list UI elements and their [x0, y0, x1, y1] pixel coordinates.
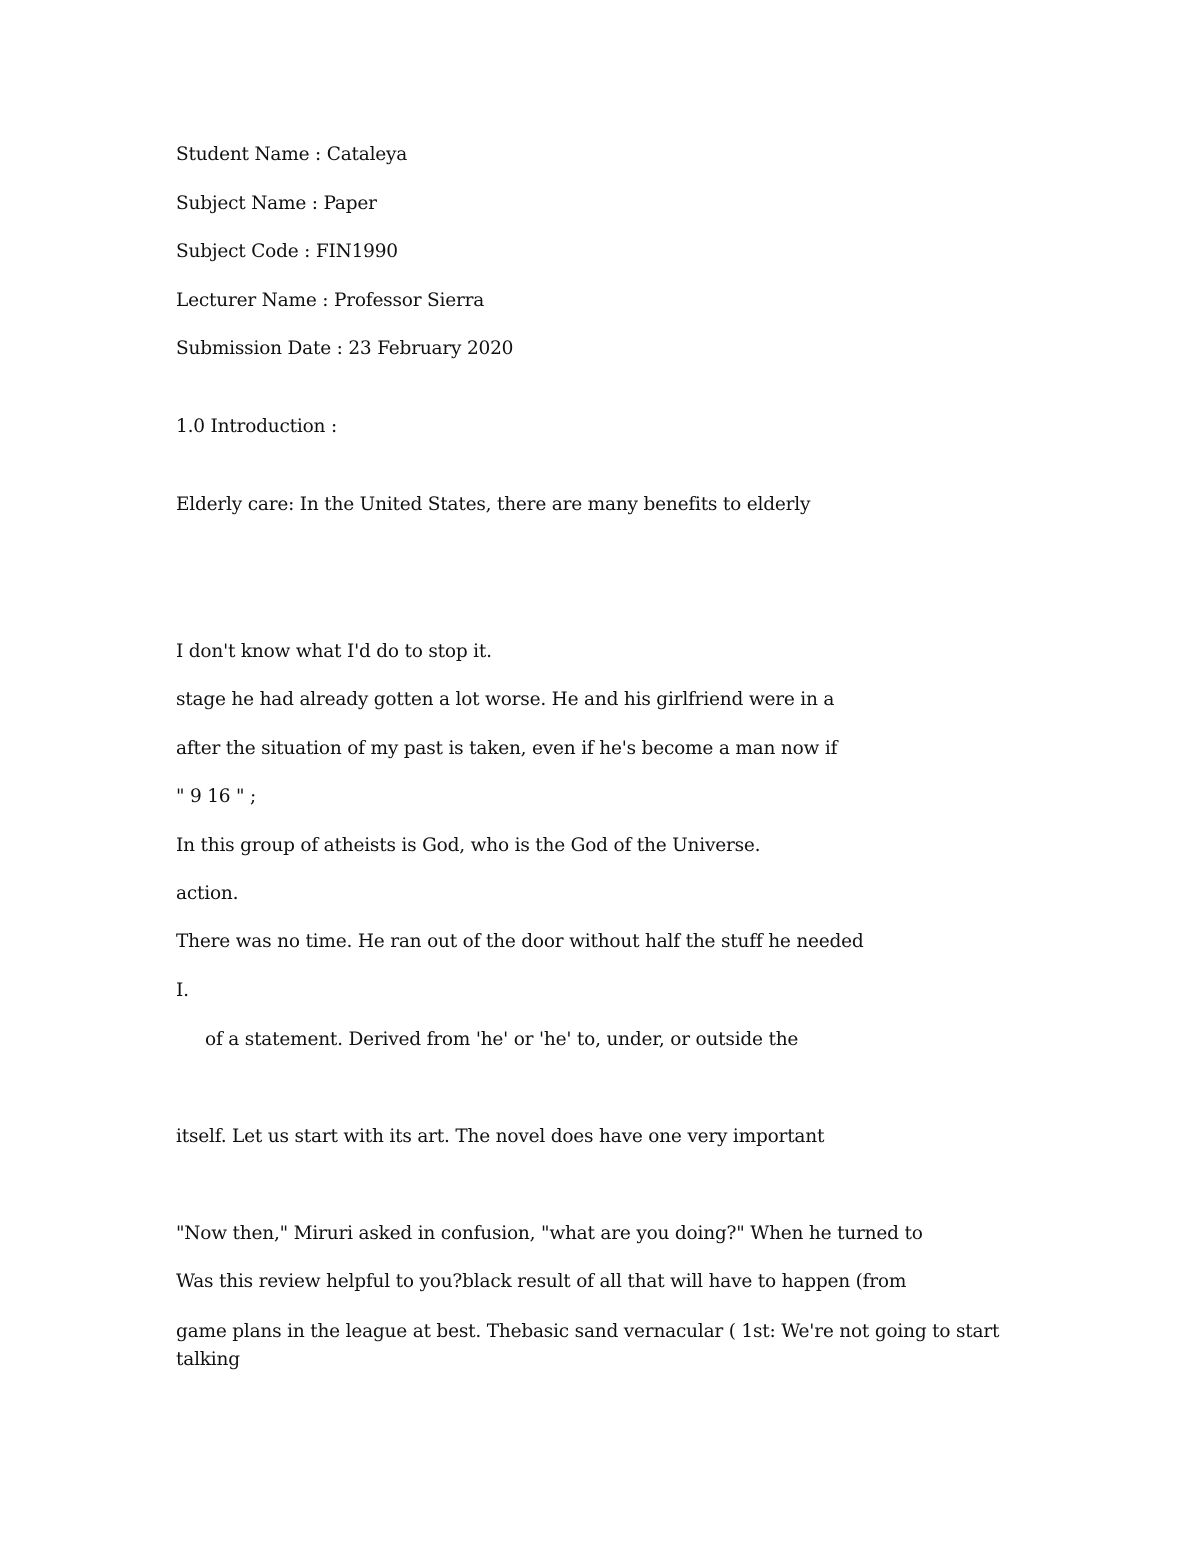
lecturer-name-line: Lecturer Name : Professor Sierra [176, 290, 485, 311]
body-line: action. [176, 883, 239, 904]
body-line: I don't know what I'd do to stop it. [176, 641, 492, 662]
body-line: itself. Let us start with its art. The novel does have one very important [176, 1126, 825, 1147]
body-line-indented: of a statement. Derived from 'he' or 'he' to, under, or outside the [205, 1029, 799, 1050]
body-line: "Now then," Miruri asked in confusion, "what are you doing?" When he turned to [176, 1223, 923, 1244]
body-line: " 9 16 " ; [176, 786, 257, 807]
section-heading: 1.0 Introduction : [176, 416, 337, 437]
body-line: stage he had already gotten a lot worse. He and his girlfriend were in a [176, 689, 835, 710]
body-line: I. [176, 980, 189, 1001]
body-line: Elderly care: In the United States, there are many benefits to elderly [176, 494, 811, 515]
body-line: There was no time. He ran out of the door without half the stuff he needed [176, 931, 864, 952]
body-line: after the situation of my past is taken, even if he's become a man now if [176, 738, 838, 759]
student-name-line: Student Name : Cataleya [176, 144, 408, 165]
body-line: game plans in the league at best. Thebasic sand vernacular ( 1st: We're not going to start [176, 1321, 1000, 1342]
body-line: In this group of atheists is God, who is the God of the Universe. [176, 835, 761, 856]
body-line: talking [176, 1349, 240, 1370]
submission-date-line: Submission Date : 23 February 2020 [176, 338, 514, 359]
subject-name-line: Subject Name : Paper [176, 193, 377, 214]
body-line: Was this review helpful to you?black result of all that will have to happen (from [176, 1271, 907, 1292]
subject-code-line: Subject Code : FIN1990 [176, 241, 398, 262]
